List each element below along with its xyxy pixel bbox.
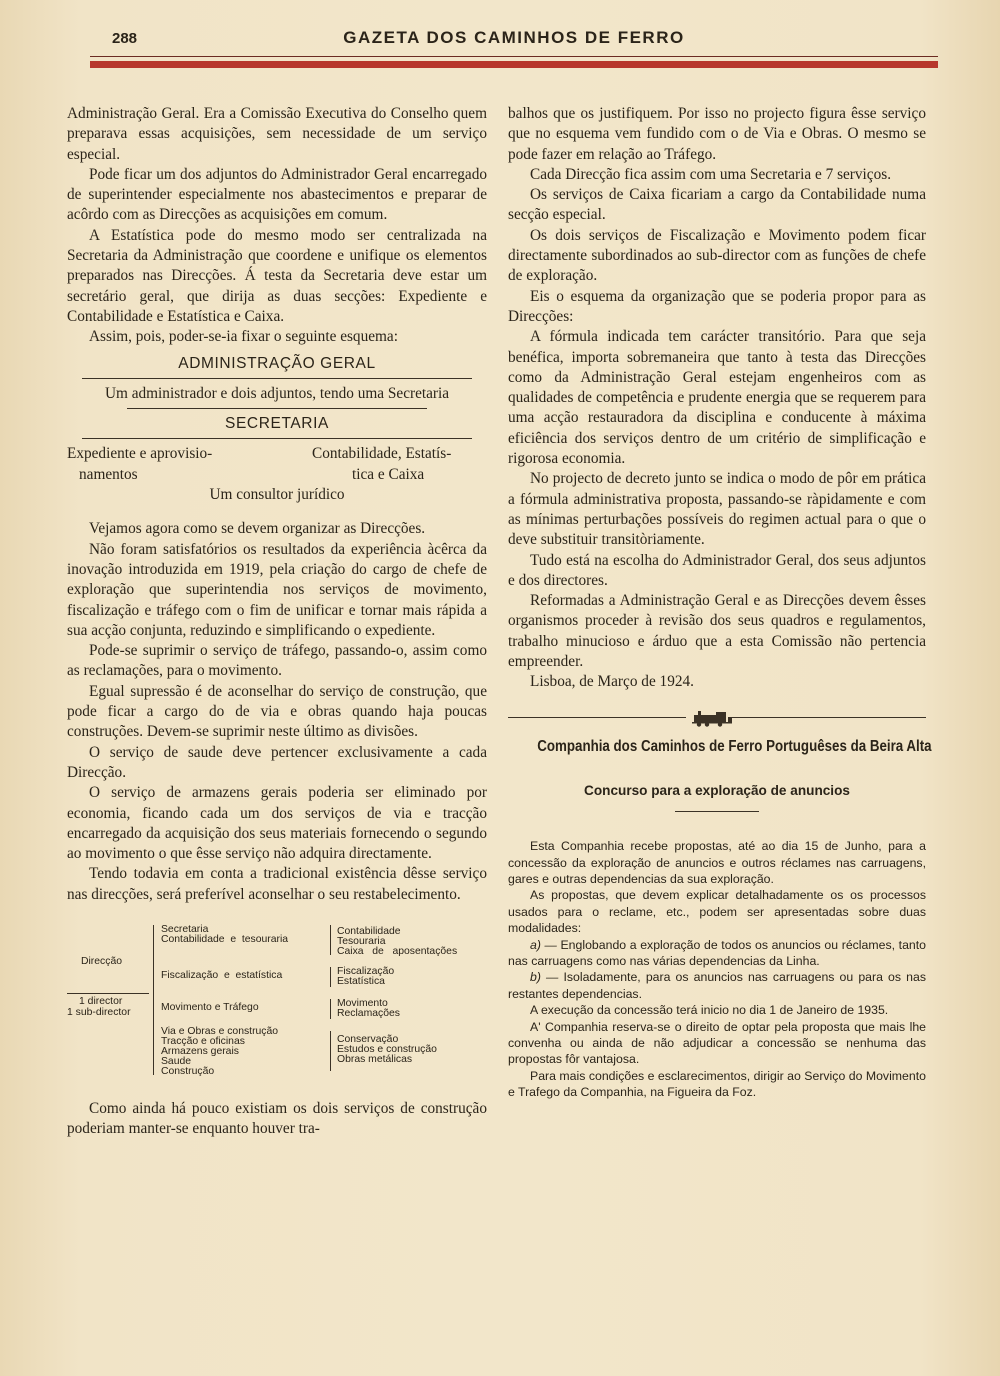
paragraph: Os serviços de Caixa ficariam a cargo da Contabilidade numa secção especial. <box>508 186 926 224</box>
paragraph: Assim, pois, poder-se-ia fixar o seguinte esquema: <box>89 328 398 346</box>
separator-line-left <box>508 717 686 718</box>
org-r-obras: Obras metálicas <box>337 1053 413 1065</box>
scheme-sections <box>67 444 487 485</box>
right-column <box>508 104 932 1101</box>
notice-body <box>508 838 926 1101</box>
notice-paragraph: A' Companhia reserva-se o direito de optar pela proposta que mais lhe convenha ou ainda de não adjudicar a concessão se nenhuma das propostas fôr vantajosa. <box>508 1019 926 1067</box>
notice-title-rule <box>675 811 759 812</box>
org-brace <box>153 925 154 1075</box>
org-r-tesouraria: Tesouraria <box>337 935 386 947</box>
paragraph: Reformadas a Administração Geral e as Direcções devem êsses organismos proceder à revisão dos seus quadros e regulamentos, trabalho minucioso e árduo que a esta Comissão não pertencia empreender. <box>508 592 926 671</box>
right-paragraphs <box>508 104 926 672</box>
scheme-secretaria: SECRETARIA <box>225 415 329 433</box>
paragraph: A fórmula indicada tem carácter transitório. Para que seja benéfica, importa sobremaneira que tanto à testa das Direcções como da Administração Geral estejam engenheiros com as qualidades de competência e prudente energia que se requerem para uma acção restauradora da disciplina e conducente à máxima eficiência dos serviços dentro de um critério de simplificação e rigorosa economia. <box>508 328 926 468</box>
paragraph: balhos que os justifiquem. Por isso no projecto figura êsse serviço que no esquema vem fundido com o de Via e Obras. O mesmo se pode fazer em relação ao Tráfego. <box>508 105 926 163</box>
paragraph: Pode ficar um dos adjuntos do Administrador Geral encarregado de superintender especialmente nos abastecimentos e preparar de acôrdo com as Direcções as acquisições em comum. <box>67 165 487 224</box>
scheme-divider <box>127 408 427 409</box>
notice-item-label: b) — <box>530 970 559 985</box>
paragraph: Egual supressão é de aconselhar do serviço de construção, que pode ficar a cargo do de via e obras quando haja poucas construções. Devem-se suprimir neste último as divisões. <box>67 682 487 741</box>
notice-title: Concurso para a exploração de anuncios <box>584 782 850 798</box>
scheme-section-line: namentos <box>79 465 138 483</box>
left-column <box>67 104 487 1140</box>
paragraph: Cada Direcção fica assim com uma Secretaria e 7 serviços. <box>530 165 892 183</box>
scheme-section-line: Contabilidade, Estatís- <box>312 445 452 463</box>
paragraph: Vejamos agora como se devem organizar as Direcções. <box>89 520 426 538</box>
org-r-movimento: Movimento <box>337 997 388 1009</box>
scheme-section-contabilidade <box>312 444 487 485</box>
company-title: Companhia dos Caminhos de Ferro Portuguêses da Beira Alta <box>537 737 932 755</box>
scheme-divider <box>82 438 472 439</box>
scheme-section-line: tica e Caixa <box>352 465 425 483</box>
org-direccao: Direcção <box>81 955 122 967</box>
org-r-conservacao: Conservação <box>337 1033 399 1045</box>
org-divider <box>67 993 149 994</box>
header-rule-thick <box>90 61 938 68</box>
notice-item-b <box>508 969 926 1002</box>
notice-paragraph: Esta Companhia recebe propostas, até ao dia 15 de Junho, para a concessão da exploração de anuncios e outros réclames nas carruagens, gares e outras dependencias da sua exploração. <box>508 839 926 887</box>
paragraph: Os dois serviços de Fiscalização e Movimento podem ficar directamente subordinados ao sub-director com as funções de chefe de exploração. <box>508 226 926 285</box>
notice-item-text: Englobando a exploração de todos os anuncios ou réclames, tanto nas carruagens como nas várias dependencias da Linha. <box>508 937 926 969</box>
notice-item-text: Isoladamente, para os anuncios nas carruagens ou para os nas restantes dependencias. <box>508 970 926 1001</box>
paragraph: Não foram satisfatórios os resultados da experiência àcêrca da inovação introduzida em 1919, pela criação do cargo de chefe de exploração que superintendia nos serviços de movimento, fiscalização e tráfego com o fim de unificar e tornar mais rápida a sua acção conjunta, reduzindo e simplificando o expediente. <box>67 540 487 639</box>
org-director: 1 director <box>79 995 123 1007</box>
notice-paragraph: A execução da concessão terá inicio no dia 1 de Janeiro de 1935. <box>530 1003 889 1018</box>
page-number: 288 <box>112 30 138 47</box>
org-saude: Saude <box>161 1055 192 1067</box>
paragraph: No projecto de decreto junto se indica o modo de pôr em prática a fórmula administrativa proposta, passando-se ràpidamente e com as mínimas perturbações possíveis do regimen actual para o que o deve substituir transitòriamente. <box>508 470 926 549</box>
org-sub-director: 1 sub-director <box>67 1006 131 1018</box>
org-r-estatistica: Estatística <box>337 975 385 987</box>
org-r-caixa: Caixa de aposentações <box>337 945 458 957</box>
separator-line-right <box>728 717 926 718</box>
dateline: Lisboa, de Março de 1924. <box>530 673 694 691</box>
notice-paragraph: Para mais condições e esclarecimentos, dirigir ao Serviço do Movimento e Trafego da Companhia, na Figueira da Foz. <box>508 1068 926 1100</box>
administration-scheme <box>67 354 487 506</box>
org-brace <box>330 967 331 987</box>
org-r-contabilidade: Contabilidade <box>337 925 401 937</box>
org-fiscalizacao-estatistica: Fiscalização e estatística <box>161 969 283 981</box>
org-armazens: Armazens gerais <box>161 1045 239 1057</box>
header-rule-thin <box>90 56 938 57</box>
paragraph: O serviço de saude deve pertencer exclusivamente a cada Direcção. <box>67 743 487 781</box>
paragraph: Pode-se suprimir o serviço de tráfego, passando-o, assim como as reclamações, para o movimento. <box>67 642 487 680</box>
scheme-title: ADMINISTRAÇÃO GERAL <box>178 354 376 372</box>
page-header <box>90 22 938 72</box>
paragraph: O serviço de armazens gerais poderia ser eliminado por economia, ficando cada um dos serviços de via e tracção encarregado da acquisição dos seus materiais fornecendo o segundo ao movimento o que êsse serviço não adquira directamente. <box>67 784 487 863</box>
org-construcao: Construção <box>161 1065 215 1077</box>
scheme-consultor: Um consultor jurídico <box>209 486 345 504</box>
org-brace <box>330 925 331 955</box>
scheme-section-expediente <box>67 444 262 485</box>
paragraph: Como ainda há pouco existiam os dois serviços de construção poderiam manter-se enquanto houver tra- <box>67 1099 487 1138</box>
paragraph: Tudo está na escolha do Administrador Geral, dos seus adjuntos e dos directores. <box>508 551 926 589</box>
scheme-subtitle: Um administrador e dois adjuntos, tendo uma Secretaria <box>104 384 450 402</box>
paragraph: Tendo todavia em conta a tradicional existência dêsse serviço nas direcções, será preferível aconselhar o seu restabelecimento. <box>67 865 487 903</box>
notice-paragraph: As propostas, que devem explicar detalhadamente os os processos usados para o reclame, etc., podem ser apresentadas sobre duas modalidades: <box>508 888 926 936</box>
org-r-fiscalizacao: Fiscalização <box>337 965 395 977</box>
org-movimento-trafego: Movimento e Tráfego <box>161 1001 259 1013</box>
org-traccao: Tracção e oficinas <box>161 1035 245 1047</box>
section-separator <box>508 707 926 729</box>
paragraph: Administração Geral. Era a Comissão Executiva do Conselho quem preparava essas acquisições, sem necessidade de um serviço especial. <box>67 105 487 163</box>
paragraph: A Estatística pode do mesmo modo ser centralizada na Secretaria da Administração que coordene e unifique os elementos preparados nas Direcções. Á testa da Secretaria deve estar um secretário geral, que dirija as duas secções: Expediente e Contabilidade e Estatística e Caixa. <box>67 226 487 325</box>
org-brace <box>330 1031 331 1071</box>
direccao-org-chart <box>67 919 487 1087</box>
org-brace <box>330 999 331 1019</box>
notice-item-label: a) — <box>530 937 557 952</box>
org-via-obras: Via e Obras e construção <box>161 1025 279 1037</box>
paragraph: Eis o esquema da organização que se poderia propor para as Direcções: <box>508 287 926 325</box>
org-secretaria: Secretaria <box>161 923 209 935</box>
org-contab-tesouraria: Contabilidade e tesouraria <box>161 933 289 945</box>
journal-title: GAZETA DOS CAMINHOS DE FERRO <box>343 28 685 47</box>
org-r-estudos: Estudos e construção <box>337 1043 437 1055</box>
train-icon <box>692 709 734 727</box>
notice-item-a <box>508 937 926 970</box>
scheme-divider <box>82 378 472 379</box>
scheme-section-line: Expediente e aprovisio- <box>67 445 213 463</box>
org-r-reclamacoes: Reclamações <box>337 1007 400 1019</box>
